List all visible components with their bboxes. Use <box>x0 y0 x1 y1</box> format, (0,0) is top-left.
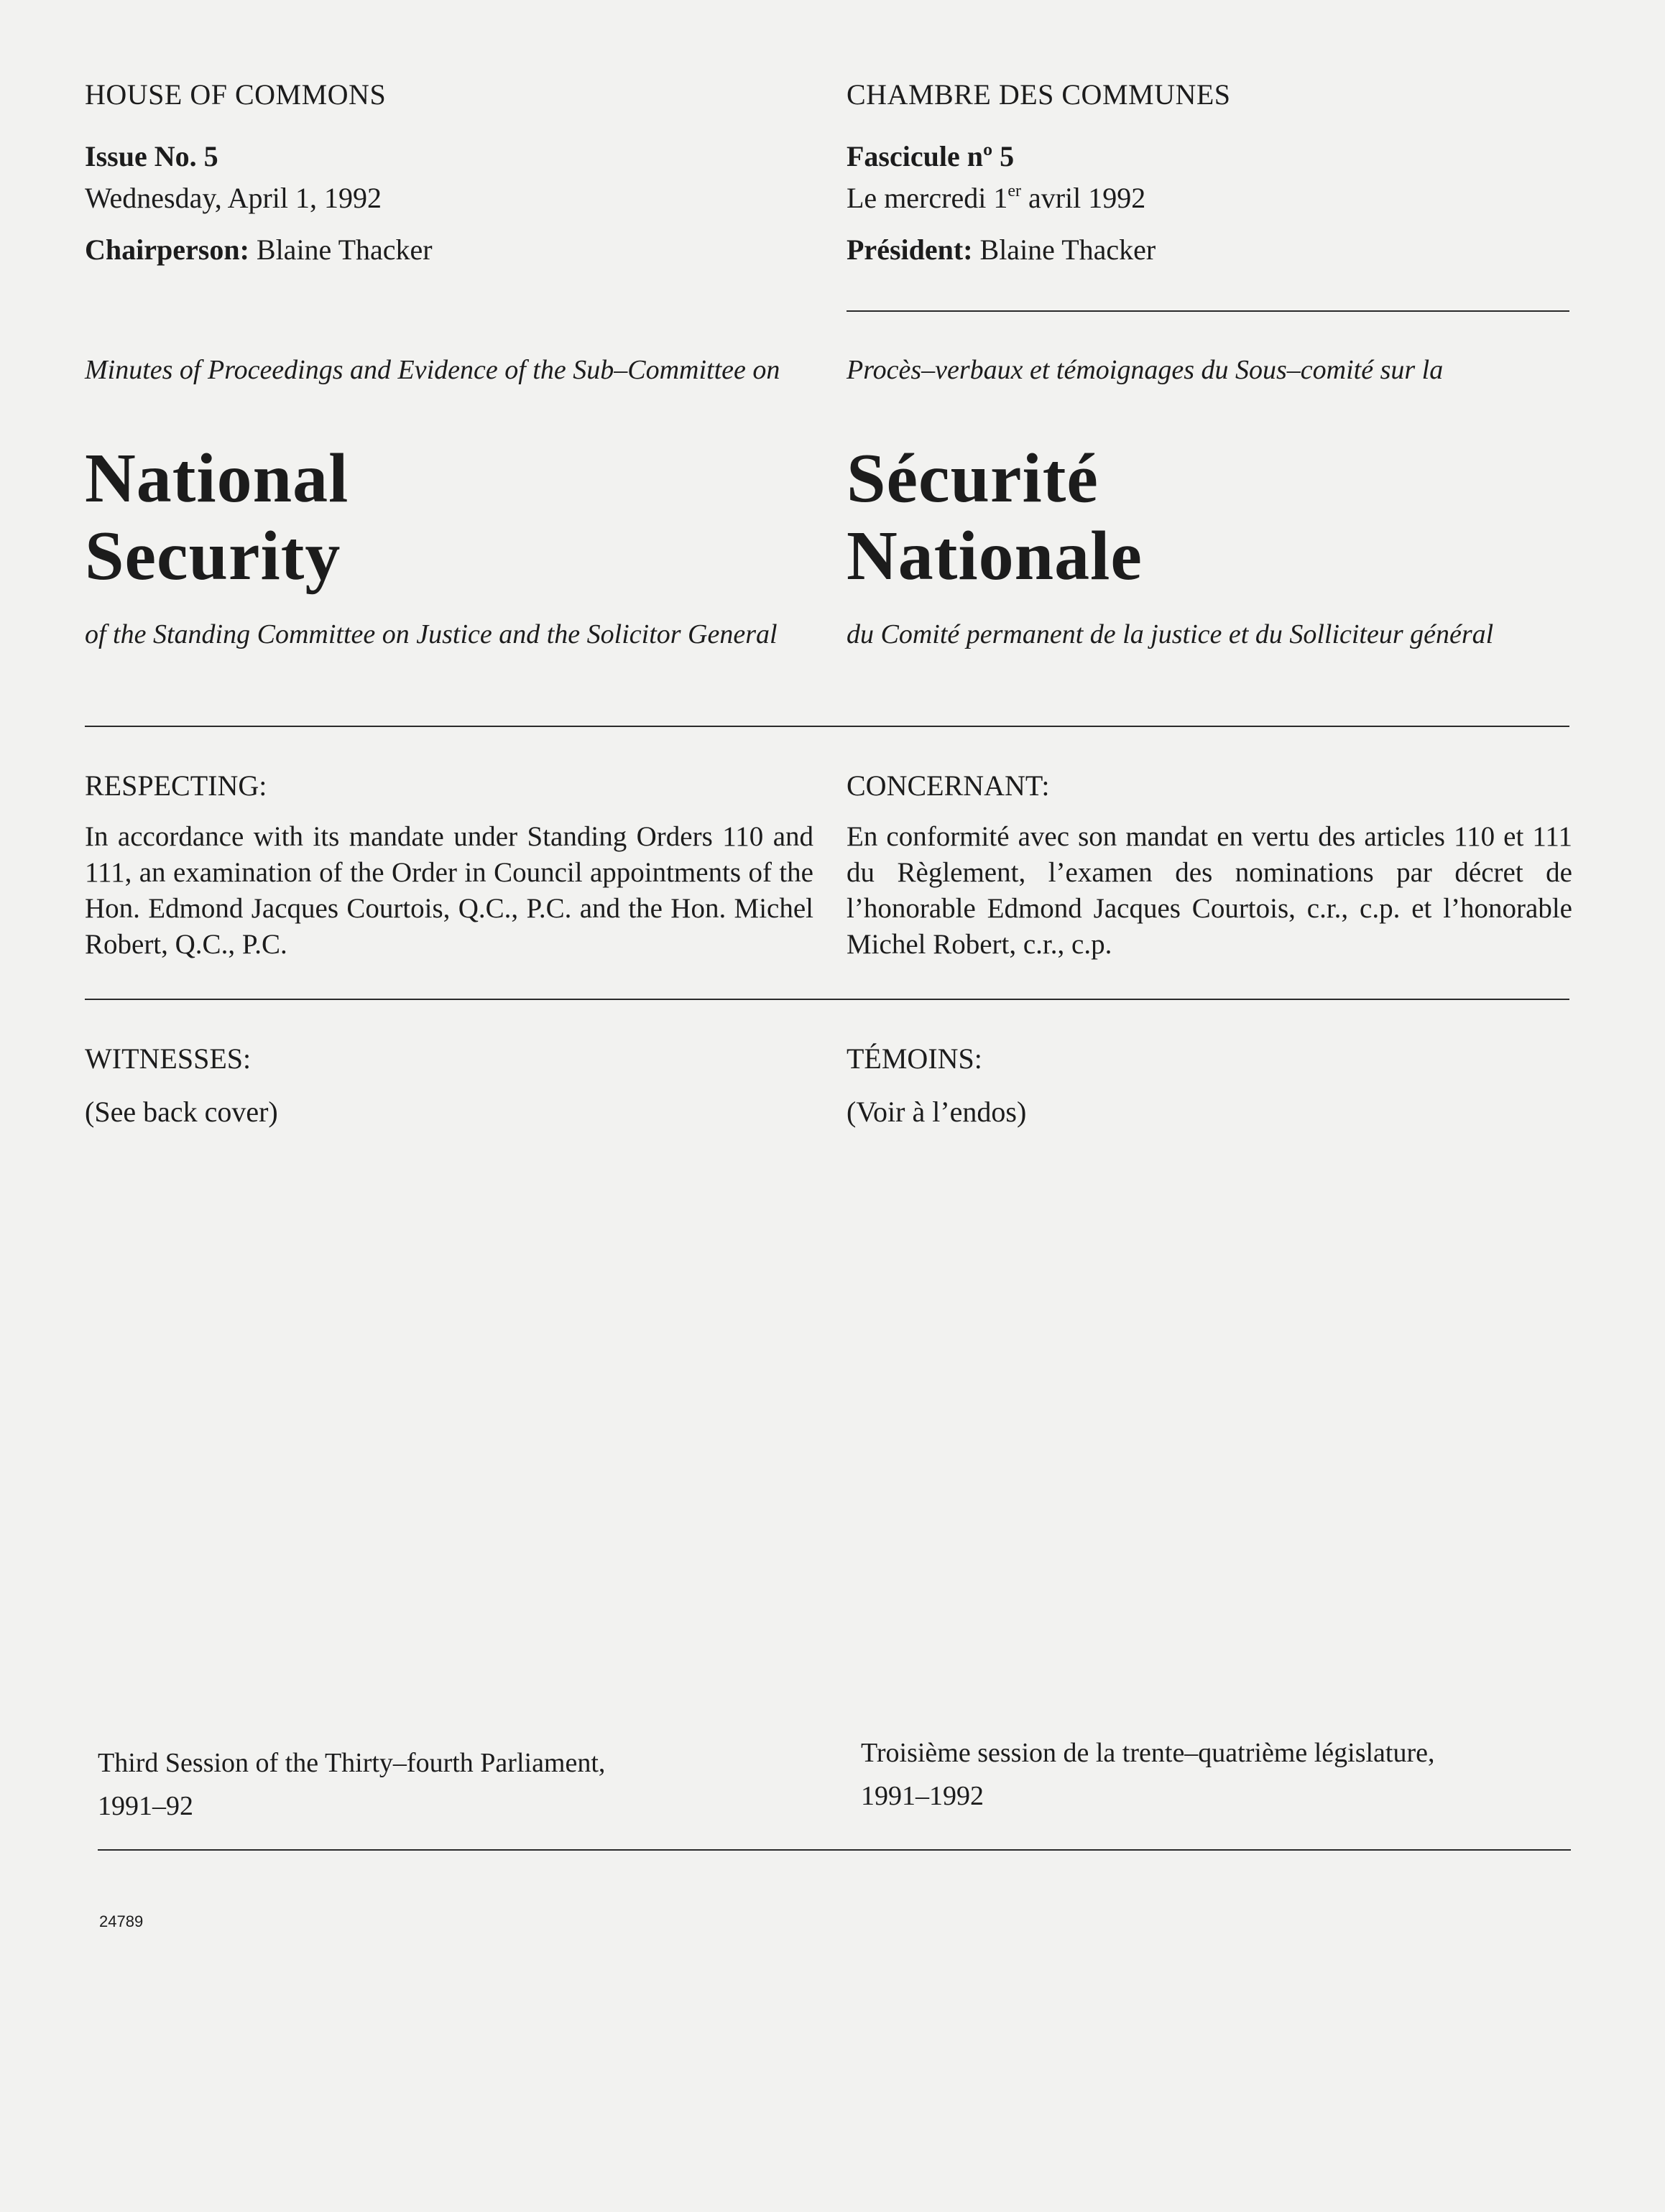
witnesses-label-en: WITNESSES: <box>85 1042 252 1075</box>
respecting-label-en: RESPECTING: <box>85 769 267 802</box>
divider-rule <box>98 1849 1571 1851</box>
respecting-label-fr: CONCERNANT: <box>847 769 1050 802</box>
respecting-text-fr: En conformité avec son mandat en vertu des articles 110 et 111 du Règlement, l’examen des nominations par décret de l’honorable Edmond Jacques Courtois, c.r., c.p. et l’honorable Michel Robert, c.r., c.p. <box>847 821 1572 960</box>
title-en: National Security <box>85 440 349 595</box>
respecting-text-en: In accordance with its mandate under Standing Orders 110 and 111, an examination of the Order in Council appointments of the Hon. Edmond Jacques Courtois, Q.C., P.C. and the Hon. Michel Robert, Q.C., P.C. <box>85 821 813 960</box>
issue-number-en: Issue No. 5 <box>85 140 218 172</box>
header-left: HOUSE OF COMMONS <box>85 78 387 111</box>
chair-name-fr: Blaine Thacker <box>979 233 1156 266</box>
session-fr: Troisième session de la trente–quatrième législature, 1991–1992 <box>861 1738 1435 1811</box>
committee-fr: du Comité permanent de la justice et du Solliciteur général <box>847 619 1494 649</box>
witnesses-text-en: (See back cover) <box>85 1096 278 1128</box>
issue-block-fr <box>847 136 1156 270</box>
chair-label-fr: Président: <box>847 233 973 266</box>
witnesses-label-fr: TÉMOINS: <box>847 1042 982 1075</box>
issue-block-en <box>85 136 433 270</box>
issue-number-fr: Fascicule nº 5 <box>847 140 1015 172</box>
print-code: 24789 <box>99 1912 144 1930</box>
divider-rule <box>85 999 1569 1000</box>
divider-rule <box>847 310 1569 312</box>
minutes-heading-fr: Procès–verbaux et témoignages du Sous–comité sur la <box>847 355 1444 385</box>
chair-label-en: Chairperson: <box>85 233 249 266</box>
committee-en: of the Standing Committee on Justice and the Solicitor General <box>85 619 778 649</box>
issue-date-en: Wednesday, April 1, 1992 <box>85 182 382 214</box>
divider-rule <box>85 726 1569 727</box>
minutes-heading-en: Minutes of Proceedings and Evidence of the Sub–Committee on <box>85 355 780 385</box>
witnesses-text-fr: (Voir à l’endos) <box>847 1096 1027 1128</box>
issue-date-fr: Le mercredi 1er avril 1992 <box>847 182 1146 214</box>
chair-name-en: Blaine Thacker <box>256 233 433 266</box>
title-fr: Sécurité Nationale <box>847 440 1143 595</box>
session-en: Third Session of the Thirty–fourth Parliament, 1991–92 <box>98 1748 606 1821</box>
header-right: CHAMBRE DES COMMUNES <box>847 78 1231 111</box>
